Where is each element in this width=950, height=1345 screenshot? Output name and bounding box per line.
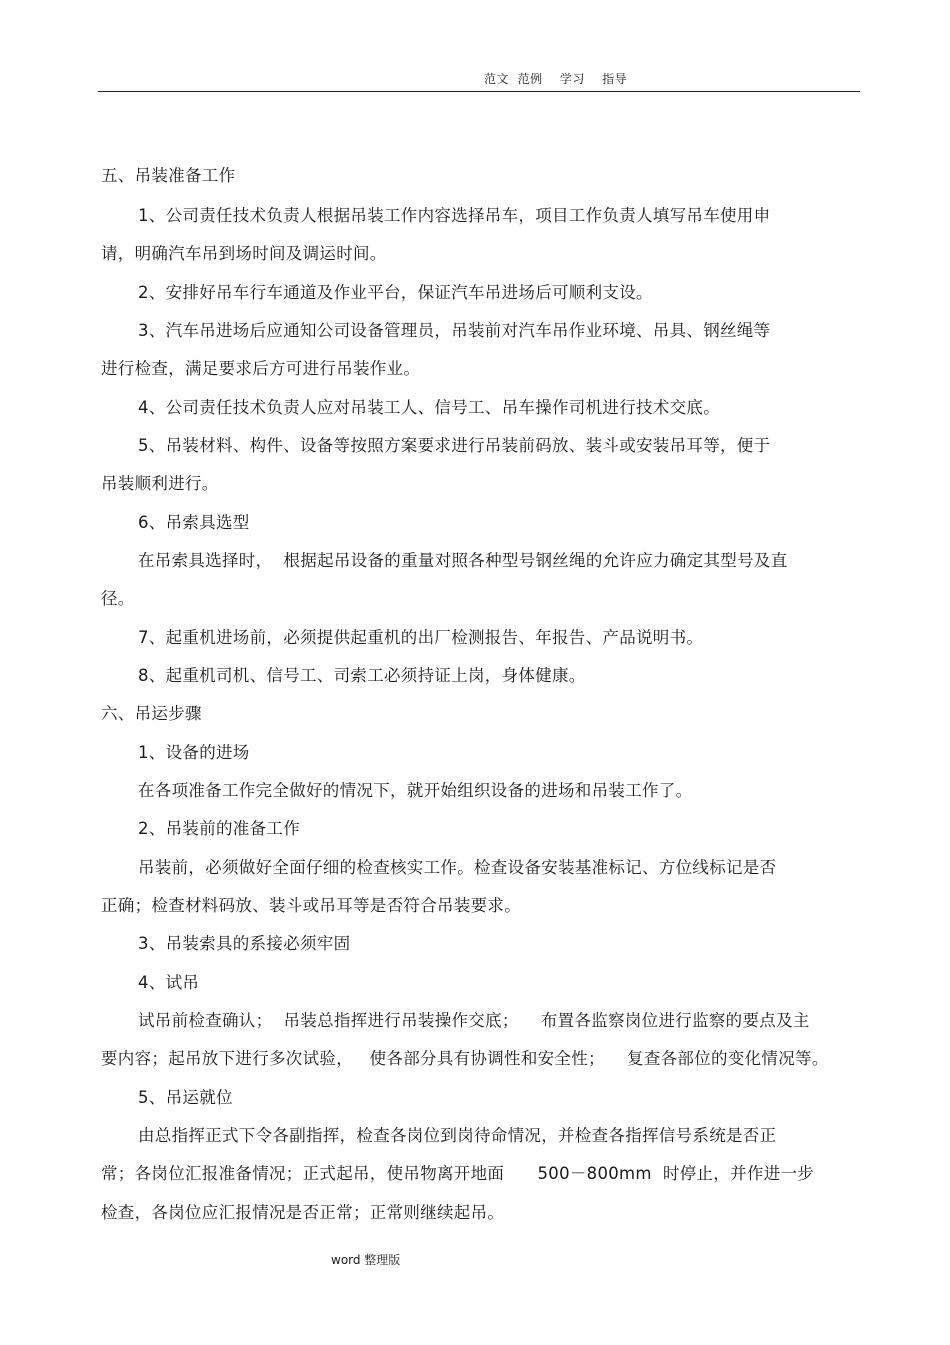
paragraph-line: 径。 (101, 589, 135, 608)
page-header-text: 范文 范例 学习 指导 (484, 72, 628, 86)
subheading: 4、试吊 (138, 973, 200, 992)
paragraph-line: 试吊前检查确认； 吊装总指挥进行吊装操作交底； 布置各监察岗位进行监察的要点及主 (138, 1011, 810, 1030)
subheading: 6、吊索具选型 (138, 513, 250, 532)
paragraph-line: 2、安排好吊车行车通道及作业平台，保证汽车吊进场后可顺利支设。 (138, 283, 653, 302)
subheading: 2、吊装前的准备工作 (138, 819, 300, 838)
paragraph-line: 进行检查，满足要求后方可进行吊装作业。 (101, 359, 421, 378)
header-divider (98, 91, 860, 92)
paragraph-line: 正确；检查材料码放、装斗或吊耳等是否符合吊装要求。 (101, 896, 521, 915)
subheading: 1、设备的进场 (138, 743, 250, 762)
paragraph-line: 吊装顺利进行。 (101, 474, 219, 493)
paragraph-line: 8、起重机司机、信号工、司索工必须持证上岗，身体健康。 (138, 666, 586, 685)
paragraph-line: 由总指挥正式下令各副指挥，检查各岗位到岗待命情况，并检查各指挥信号系统是否正 (138, 1126, 777, 1145)
paragraph-line: 5、吊装材料、构件、设备等按照方案要求进行吊装前码放、装斗或安装吊耳等，便于 (138, 436, 771, 455)
paragraph-line: 3、汽车吊进场后应通知公司设备管理员，吊装前对汽车吊作业环境、吊具、钢丝绳等 (138, 321, 771, 340)
paragraph-line: 请，明确汽车吊到场时间及调运时间。 (101, 244, 387, 263)
subheading: 5、吊运就位 (138, 1088, 233, 1107)
paragraph-line: 要内容；起吊放下进行多次试验， 使各部分具有协调性和安全性； 复查各部位的变化情况等。 (101, 1049, 829, 1068)
paragraph-line: 7、起重机进场前，必须提供起重机的出厂检测报告、年报告、产品说明书。 (138, 628, 704, 647)
paragraph-line: 常；各岗位汇报准备情况；正式起吊，使吊物离开地面 500－800mm 时停止，并作进一步 (101, 1164, 815, 1183)
paragraph-line: 在各项准备工作完全做好的情况下，就开始组织设备的进场和吊装工作了。 (138, 781, 693, 800)
page-footer-text: word 整理版 (331, 1253, 401, 1267)
paragraph-line: 吊装前，必须做好全面仔细的检查核实工作。检查设备安装基准标记、方位线标记是否 (138, 858, 777, 877)
paragraph-line: 检查，各岗位应汇报情况是否正常；正常则继续起吊。 (101, 1203, 505, 1222)
subheading: 3、吊装索具的系接必须牢固 (138, 934, 351, 953)
paragraph-line: 在吊索具选择时， 根据起吊设备的重量对照各种型号钢丝绳的允许应力确定其型号及直 (138, 551, 788, 570)
section-heading-5: 五、吊装准备工作 (101, 166, 236, 185)
section-heading-6: 六、吊运步骤 (101, 704, 202, 723)
paragraph-line: 4、公司责任技术负责人应对吊装工人、信号工、吊车操作司机进行技术交底。 (138, 398, 720, 417)
paragraph-line: 1、公司责任技术负责人根据吊装工作内容选择吊车，项目工作负责人填写吊车使用申 (138, 206, 771, 225)
